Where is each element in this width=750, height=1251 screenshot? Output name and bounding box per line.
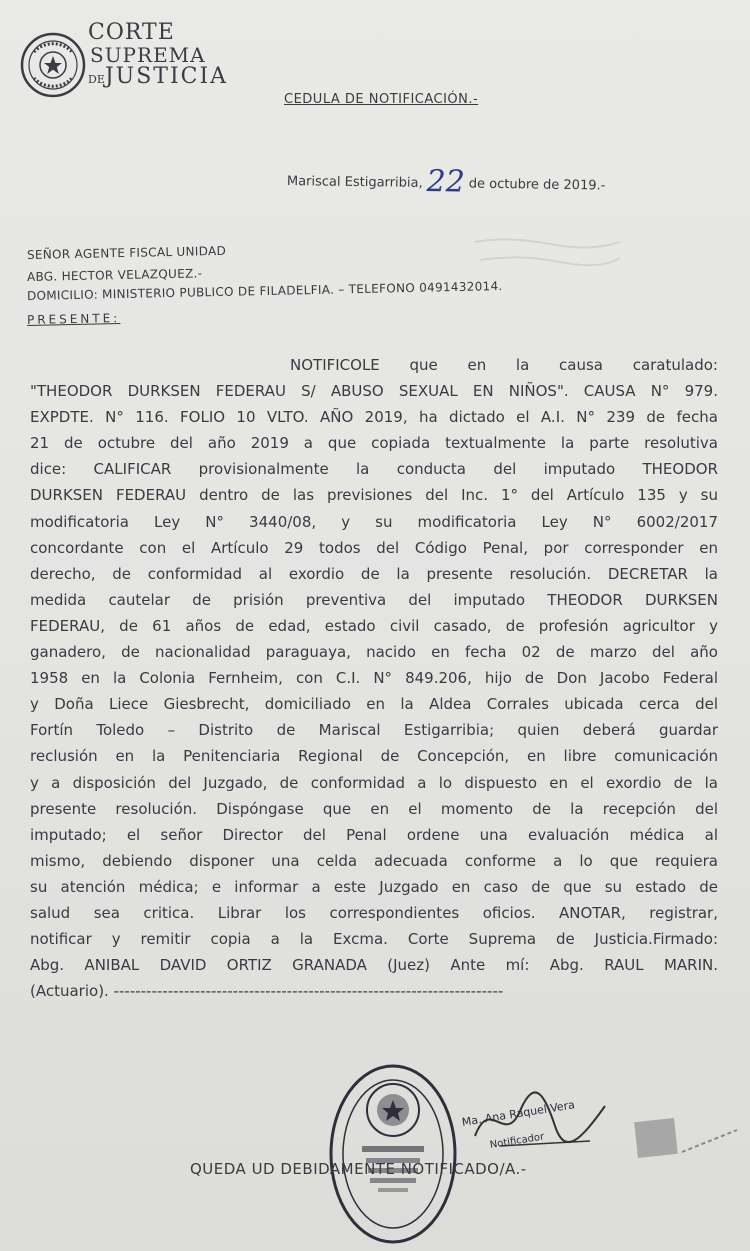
logo-line-justicia (88, 66, 228, 91)
notifier-name: Ma. Ana Raquel Vera (460, 1098, 576, 1129)
court-stamp-icon (318, 1060, 468, 1248)
body-line: salud sea critica. Librar los correspondientes oficios. ANOTAR, registrar, (30, 903, 718, 922)
recipient-line-2: ABG. HECTOR VELAZQUEZ.- (26, 266, 203, 284)
date-day-handwritten: 22 (426, 163, 466, 200)
body-line: notificar y remitir copia a la Excma. Corte Suprema de Justicia.Firmado: (30, 930, 718, 949)
body-line: (Actuario). ------------------------------------------------------------------------ (30, 982, 504, 1001)
date-rest: de octubre de 2019.- (468, 176, 606, 194)
body-line: su atención médica; e informar a este Juzgado en caso de que su estado de (30, 877, 718, 896)
notification-body (30, 352, 718, 1004)
logo-line-corte: CORTE (88, 20, 175, 45)
body-line: dice: CALIFICAR provisionalmente la conducta del imputado THEODOR (30, 460, 718, 479)
body-line: Fortín Toledo – Distrito de Mariscal Estigarribia; quien deberá guardar (30, 721, 718, 740)
body-line: y a disposición del Juzgado, de conformidad a lo dispuesto en el exordio de la (30, 773, 718, 792)
body-line: Abg. ANIBAL DAVID ORTIZ GRANADA (Juez) Ante mí: Abg. RAUL MARIN. (30, 956, 718, 975)
small-stamp-icon (632, 1112, 742, 1172)
body-line: modificatoria Ley N° 3440/08, y su modificatoria Ley N° 6002/2017 (30, 512, 718, 531)
court-seal-icon (20, 32, 86, 98)
faint-bleed-through (470, 232, 630, 272)
body-line: y Doña Liece Giesbrecht, domiciliado en la Aldea Corrales ubicada cerca del (30, 695, 718, 714)
body-line: NOTIFICOLE que en la causa caratulado: (290, 356, 718, 374)
body-line: FEDERAU, de 61 años de edad, estado civil casado, de profesión agricultor y (30, 616, 718, 635)
body-line: concordante con el Artículo 29 todos del Código Penal, por corresponder en (30, 538, 718, 557)
body-line: derecho, de conformidad al exordio de la presente resolución. DECRETAR la (30, 564, 718, 583)
document-title: CEDULA DE NOTIFICACIÓN.- (284, 92, 479, 107)
body-line: ganadero, de nacionalidad paraguaya, nacido en fecha 02 de marzo del año (30, 643, 718, 662)
logo-line-suprema: SUPREMA (90, 43, 206, 67)
logo-de: DE (88, 73, 105, 86)
body-line: mismo, debiendo disponer una celda adecuada conforme a lo que requiera (30, 851, 718, 870)
body-line: presente resolución. Dispóngase que en el momento de la recepción del (30, 799, 718, 818)
body-line: 1958 en la Colonia Fernheim, con C.I. N° 849.206, hijo de Don Jacobo Federal (30, 669, 718, 688)
notifier-role: Notificador (489, 1131, 545, 1151)
logo-justicia: JUSTICIA (104, 64, 229, 89)
court-logo-text (88, 22, 228, 91)
body-line: EXPDTE. N° 116. FOLIO 10 VLTO. AÑO 2019, ha dictado el A.I. N° 239 de fecha (30, 408, 718, 427)
recipient-line-4: PRESENTE: (26, 311, 121, 327)
body-line: reclusión en la Penitenciaria Regional de Concepción, en libre comunicación (30, 747, 718, 766)
date-line (286, 158, 606, 200)
recipient-line-3: DOMICILIO: MINISTERIO PUBLICO DE FILADELFIA. – TELEFONO 0491432014. (26, 279, 503, 303)
body-line: DURKSEN FEDERAU dentro de las previsiones del Inc. 1° del Artículo 135 y su (30, 486, 718, 505)
date-place: Mariscal Estigarribia, (286, 174, 423, 191)
body-line: "THEODOR DURKSEN FEDERAU S/ ABUSO SEXUAL EN NIÑOS". CAUSA N° 979. (30, 382, 718, 401)
recipient-line-1: SEÑOR AGENTE FISCAL UNIDAD (26, 243, 227, 262)
body-line: imputado; el señor Director del Penal ordene una evaluación médica al (30, 825, 718, 844)
closing-statement: QUEDA UD DEBIDAMENTE NOTIFICADO/A.- (190, 1160, 527, 1178)
body-line: 21 de octubre del año 2019 a que copiada textualmente la parte resolutiva (30, 434, 718, 453)
body-line: medida cautelar de prisión preventiva del imputado THEODOR DURKSEN (30, 590, 718, 609)
